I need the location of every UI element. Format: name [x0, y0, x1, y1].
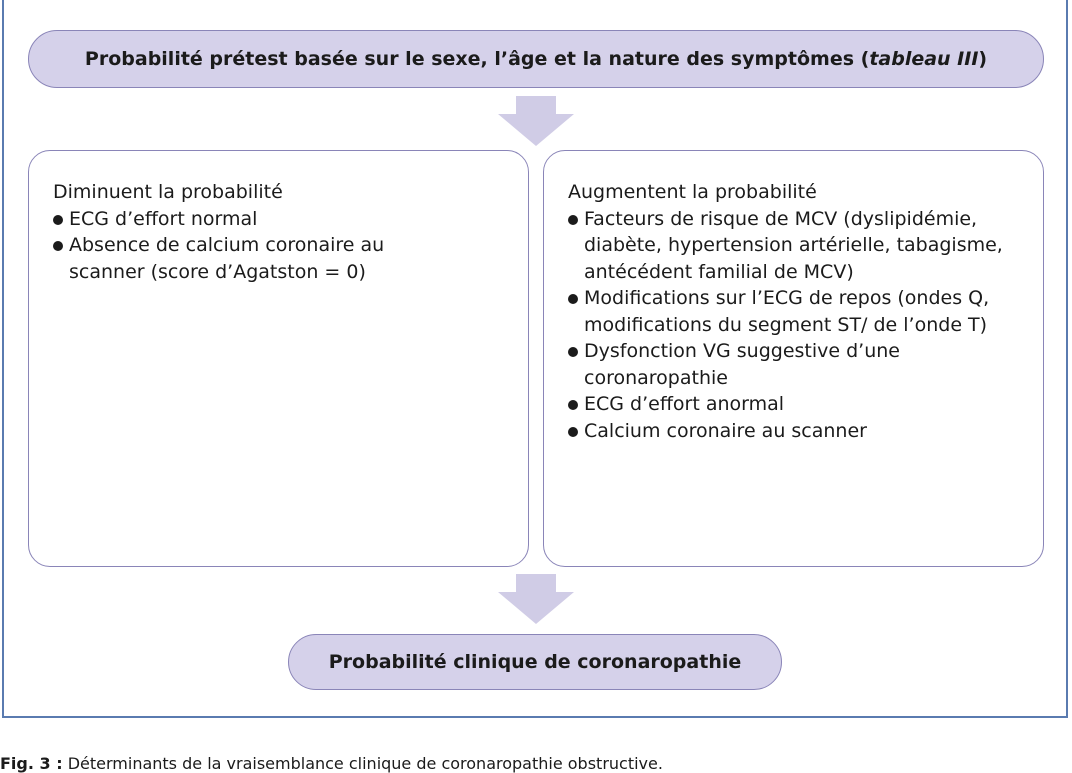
increasing-heading: Augmentent la probabilité [568, 181, 817, 203]
decreasing-item: ECG d’effort normal [53, 206, 528, 233]
clinical-probability-node [288, 634, 782, 690]
figure-caption [0, 754, 663, 773]
pretest-probability-node [28, 30, 1044, 88]
caption-label: Fig. 3 : [0, 754, 63, 773]
decreasing-factors-box [28, 150, 529, 567]
pretest-probability-close: ) [978, 48, 988, 70]
down-arrow-top [498, 96, 574, 148]
pretest-probability-text: Probabilité prétest basée sur le sexe, l’âge et la nature des symptômes ( [84, 48, 870, 70]
increasing-item: Modifications sur l’ECG de repos (ondes Q, modifications du segment ST/ de l’onde T) [568, 285, 1013, 338]
increasing-list [568, 206, 1013, 445]
caption-text: Déterminants de la vraisemblance clinique de coronaropathie obstructive. [62, 754, 663, 773]
decreasing-list [53, 206, 528, 286]
increasing-factors-box [543, 150, 1044, 567]
clinical-probability-text: Probabilité clinique de coronaropathie [328, 651, 742, 673]
table-reference: tableau III [869, 48, 979, 70]
down-arrow-bottom [498, 574, 574, 626]
increasing-item: Facteurs de risque de MCV (dyslipidémie, diabète, hypertension artérielle, tabagisme, antécédent familial de MCV) [568, 206, 1013, 286]
increasing-item: Dysfonction VG suggestive d’une coronaropathie [568, 338, 984, 391]
decreasing-item: Absence de calcium coronaire au scanner (score d’Agatston = 0) [53, 232, 419, 285]
increasing-item: ECG d’effort anormal [568, 391, 1013, 418]
increasing-item: Calcium coronaire au scanner [568, 418, 1013, 445]
decreasing-heading: Diminuent la probabilité [53, 181, 283, 203]
